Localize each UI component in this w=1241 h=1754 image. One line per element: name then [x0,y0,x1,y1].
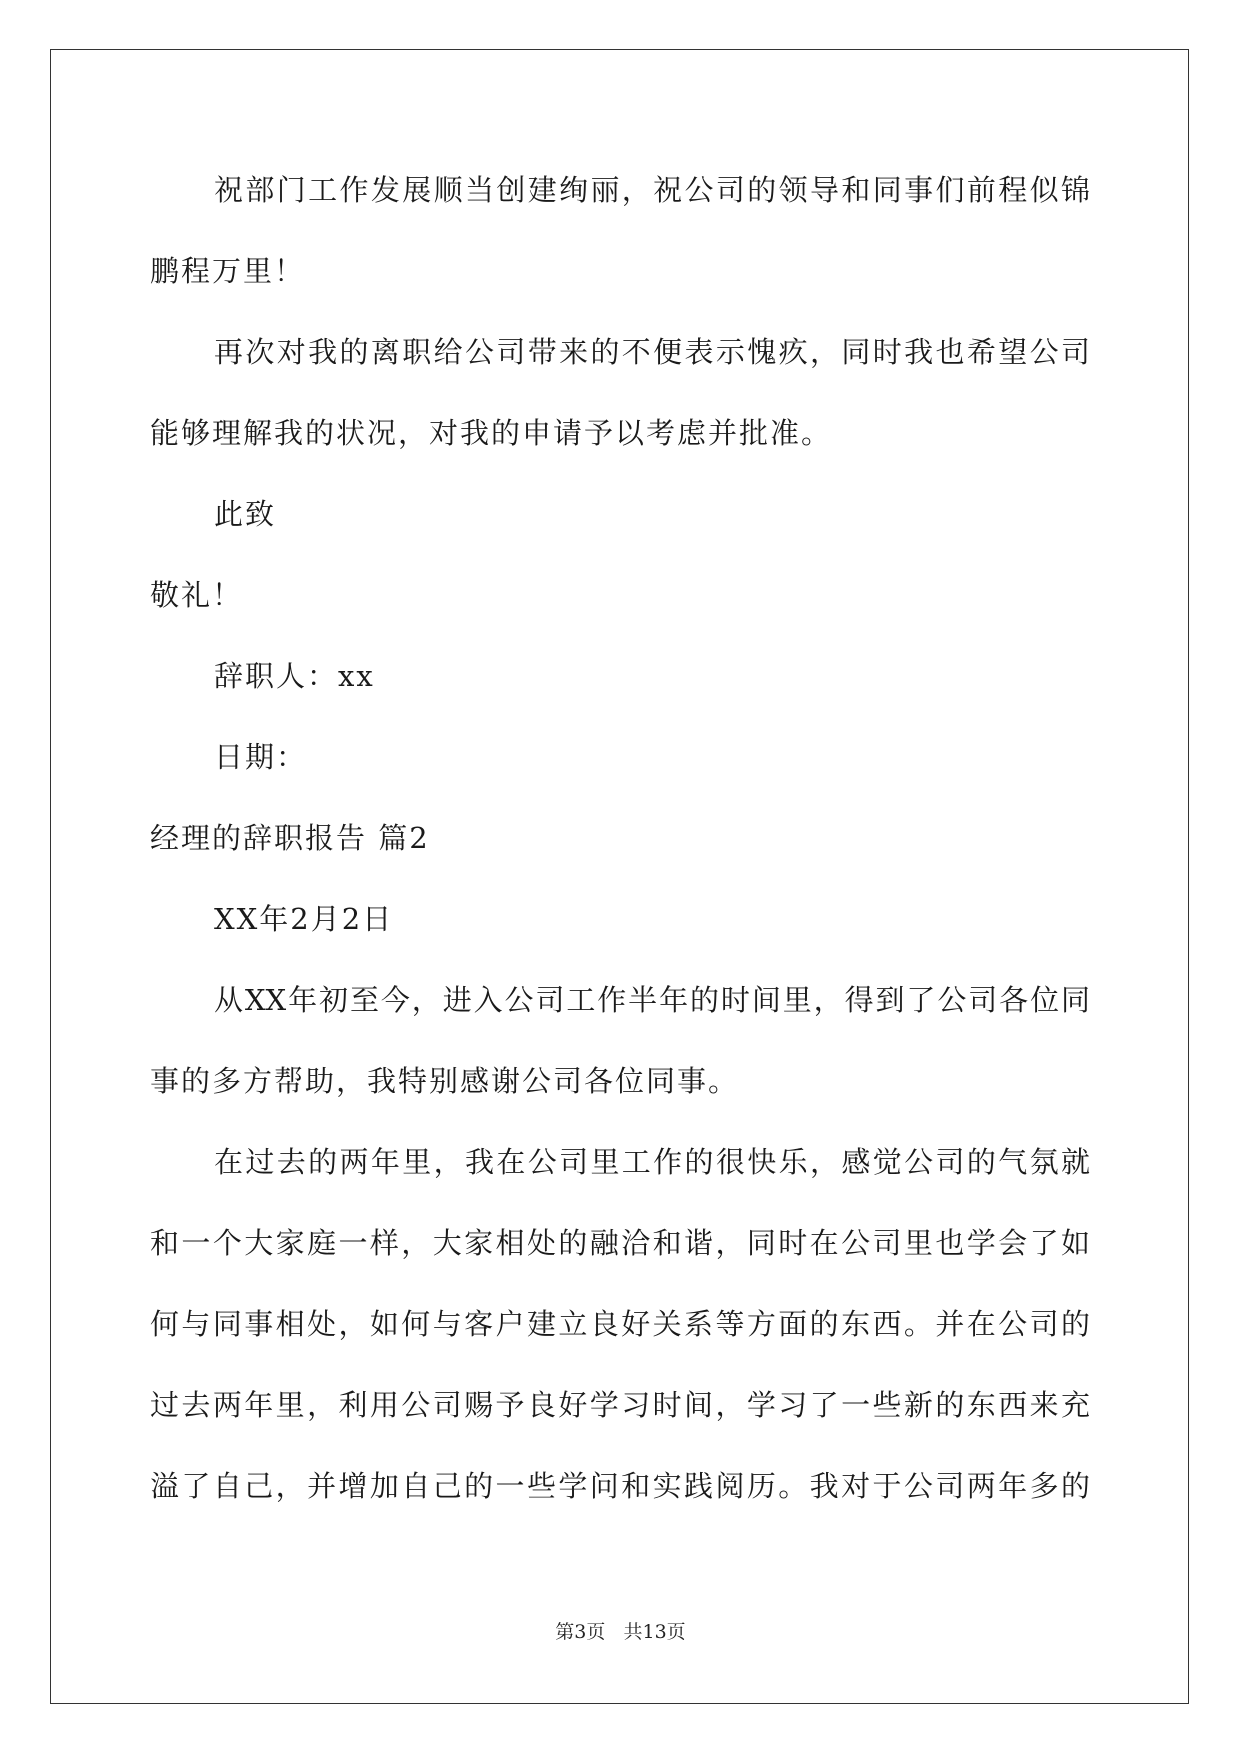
date-line: 日期： [214,740,308,774]
text-line: 再次对我的离职给公司带来的不便表示愧疚，同时我也希望公司 [214,335,1090,369]
signature-line: 辞职人：xx [214,659,375,693]
text-line: XX年2月2日 [214,902,394,936]
text-line: 从XX年初至今，进入公司工作半年的时间里，得到了公司各位同 [214,983,1090,1017]
page-border [50,49,1189,1704]
text-line: 鹏程万里！ [150,254,306,288]
text-line: 事的多方帮助，我特别感谢公司各位同事。 [150,1064,740,1098]
section-heading: 经理的辞职报告 篇2 [150,821,430,855]
text-line: 溢了自己，并增加自己的一些学问和实践阅历。我对于公司两年多的 [150,1469,1090,1503]
text-line: 何与同事相处，如何与客户建立良好关系等方面的东西。并在公司的 [150,1307,1090,1341]
text-line: 和一个大家庭一样，大家相处的融洽和谐，同时在公司里也学会了如 [150,1226,1090,1260]
text-line: 过去两年里，利用公司赐予良好学习时间，学习了一些新的东西来充 [150,1388,1090,1422]
text-line: 在过去的两年里，我在公司里工作的很快乐，感觉公司的气氛就 [214,1145,1090,1179]
text-line: 能够理解我的状况，对我的申请予以考虑并批准。 [150,416,833,450]
text-line: 祝部门工作发展顺当创建绚丽，祝公司的领导和同事们前程似锦 [214,173,1090,207]
closing-line: 敬礼！ [150,578,244,612]
page-number-footer: 第3页 共13页 [555,1621,686,1643]
salutation-line: 此致 [214,497,277,531]
